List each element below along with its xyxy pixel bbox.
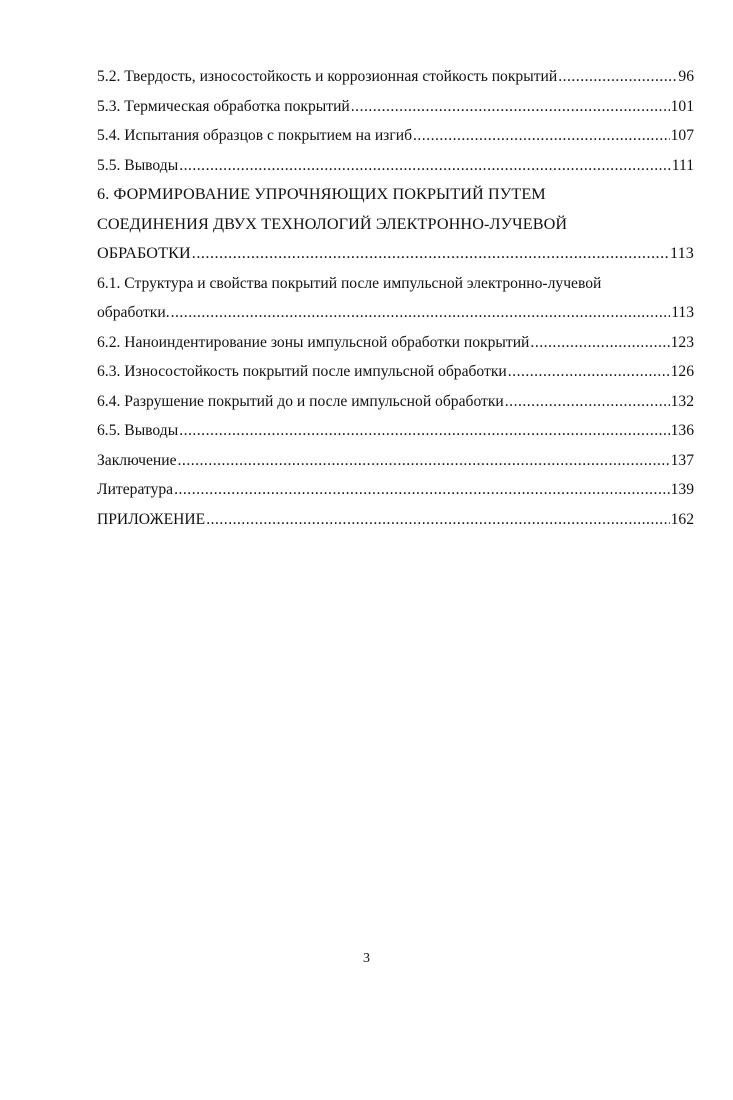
toc-entry-5-3	[97, 92, 694, 122]
toc-entry-label: 6.3. Износостойкость покрытий после импульсной обработки	[97, 363, 507, 380]
dot-leader	[530, 328, 669, 358]
toc-entry-5-5	[97, 151, 694, 181]
toc-entry-5-4	[97, 121, 694, 151]
toc-entry-label: 5.5. Выводы	[97, 156, 179, 174]
toc-entry-label: 6.5. Выводы	[97, 422, 179, 439]
toc-entry-label: ПРИЛОЖЕНИЕ	[97, 510, 206, 528]
toc-entry-label: 5.4. Испытания образцов с покрытием на изгиб	[97, 127, 412, 144]
toc-entry-6-1-line-1: 6.1. Структура и свойства покрытий после импульсной электронно-лучевой	[97, 274, 602, 292]
toc-entry-5-2	[97, 62, 694, 92]
table-of-contents	[97, 62, 694, 534]
dot-leader	[174, 475, 670, 505]
toc-entry-6-2	[97, 328, 694, 358]
toc-entry-6-4	[97, 387, 694, 417]
dot-leader	[171, 298, 671, 328]
toc-entry-label: 5.2. Твердость, износостойкость и коррозионная стойкость покрытий	[97, 68, 558, 85]
toc-entry-appendix	[97, 505, 694, 535]
toc-entry-label: 6.2. Наноиндентирование зоны импульсной обработки покрытий	[97, 333, 530, 351]
toc-entry-page: 113	[671, 304, 694, 321]
toc-entry-label: обработки.	[97, 304, 170, 321]
dot-leader	[179, 151, 671, 181]
toc-entry-6-3	[97, 357, 694, 387]
dot-leader	[508, 357, 670, 387]
toc-entry-page: 107	[670, 127, 694, 144]
dot-leader	[179, 416, 669, 446]
chapter-6-heading-line-2: СОЕДИНЕНИЯ ДВУХ ТЕХНОЛОГИЙ ЭЛЕКТРОННО-ЛУЧЕВОЙ	[97, 214, 568, 233]
dot-leader	[505, 387, 670, 417]
toc-entry-6-1	[97, 298, 694, 328]
toc-entry-page: 162	[670, 510, 694, 528]
toc-entry-page: 137	[670, 451, 694, 469]
toc-entry-label: 5.3. Термическая обработка покрытий	[97, 97, 350, 115]
toc-entry-page: 123	[670, 333, 694, 351]
dot-leader	[558, 62, 677, 92]
toc-entry-page: 101	[670, 97, 694, 115]
toc-entry-literature	[97, 475, 694, 505]
dot-leader	[413, 121, 670, 151]
page-number: 3	[363, 951, 370, 966]
toc-entry-label: Литература	[97, 481, 174, 498]
toc-entry-page: 96	[678, 68, 694, 85]
toc-entry-6-5	[97, 416, 694, 446]
dot-leader	[192, 239, 669, 269]
dot-leader	[206, 505, 669, 535]
toc-entry-page: 126	[670, 363, 694, 380]
toc-entry-page: 139	[670, 481, 694, 498]
toc-entry-conclusion	[97, 446, 694, 476]
toc-entry-page: 132	[670, 392, 694, 410]
toc-entry-label: ОБРАБОТКИ	[97, 244, 191, 262]
toc-entry-label: 6.4. Разрушение покрытий до и после импульсной обработки	[97, 392, 504, 410]
toc-entry-page: 136	[670, 422, 694, 439]
toc-entry-page: 113	[670, 244, 694, 262]
dot-leader	[351, 92, 670, 122]
toc-entry-chapter-6	[97, 239, 694, 269]
toc-entry-page: 111	[671, 156, 694, 174]
chapter-6-heading-line-1: 6. ФОРМИРОВАНИЕ УПРОЧНЯЮЩИХ ПОКРЫТИЙ ПУТЕМ	[97, 185, 546, 203]
toc-entry-label: Заключение	[97, 451, 177, 469]
dot-leader	[178, 446, 670, 476]
